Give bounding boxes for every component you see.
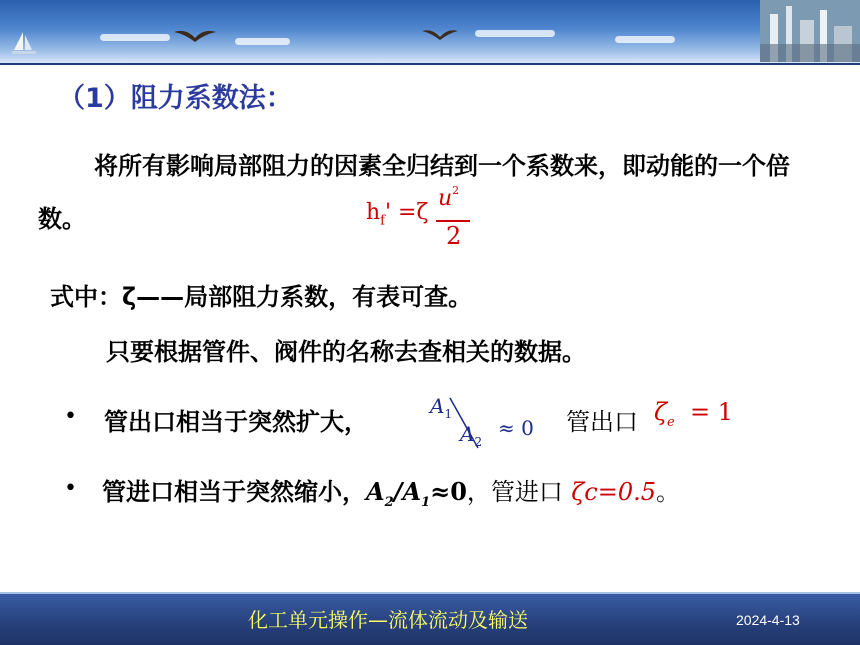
- section-title: （1）阻力系数法：: [58, 83, 293, 114]
- formula-numerator: $u^2$: [438, 184, 460, 211]
- outlet-label: 管出口: [566, 408, 638, 436]
- area-ratio-fraction: [426, 394, 536, 454]
- cloud-decoration: [475, 30, 555, 37]
- bullet-outlet-text: 管出口相当于突然扩大，: [104, 408, 368, 436]
- cloud-decoration: [615, 36, 675, 43]
- area-ratio: $A_2/A_1$: [366, 477, 431, 510]
- inlet-zeta: ζ: [571, 478, 585, 506]
- outlet-value: = 1: [690, 398, 734, 426]
- area-a1: $A_1$: [430, 394, 453, 421]
- bird-icon: [172, 26, 218, 46]
- cloud-decoration: [100, 34, 170, 41]
- intro-paragraph: 将所有影响局部阻力的因素全归结到一个系数来，即动能的一个倍数。: [38, 152, 790, 233]
- sailboat-icon: [10, 30, 38, 56]
- zeta-definition: 式中：ζ——局部阻力系数，有表可查。: [50, 283, 473, 311]
- slide-date: 2024-4-13: [736, 612, 800, 628]
- factory-image: [760, 0, 860, 62]
- header-divider: [0, 63, 860, 65]
- inlet-value: c=0.5: [584, 478, 657, 506]
- formula-lhs: $h_f' =\zeta$: [366, 200, 429, 229]
- bullet-marker: •: [64, 404, 77, 429]
- course-title: 化工单元操作—流体流动及输送: [248, 608, 528, 632]
- outlet-zeta: $\zeta_e$: [654, 398, 675, 430]
- area-a2: $A_2$: [460, 422, 483, 449]
- header-banner: [0, 0, 860, 64]
- approx-zero: ≈ 0: [498, 416, 534, 440]
- bird-icon: [420, 26, 460, 44]
- bullet-marker: •: [64, 476, 77, 501]
- cloud-decoration: [235, 38, 290, 45]
- bullet-inlet-text: 管进口相当于突然缩小，$A_2/A_1\approx 0$，管进口 ζc=0.5。: [102, 477, 681, 510]
- formula-denominator: 2: [446, 222, 462, 250]
- lookup-instruction: 只要根据管件、阀件的名称去查相关的数据。: [106, 338, 586, 366]
- footer-divider: [0, 592, 860, 594]
